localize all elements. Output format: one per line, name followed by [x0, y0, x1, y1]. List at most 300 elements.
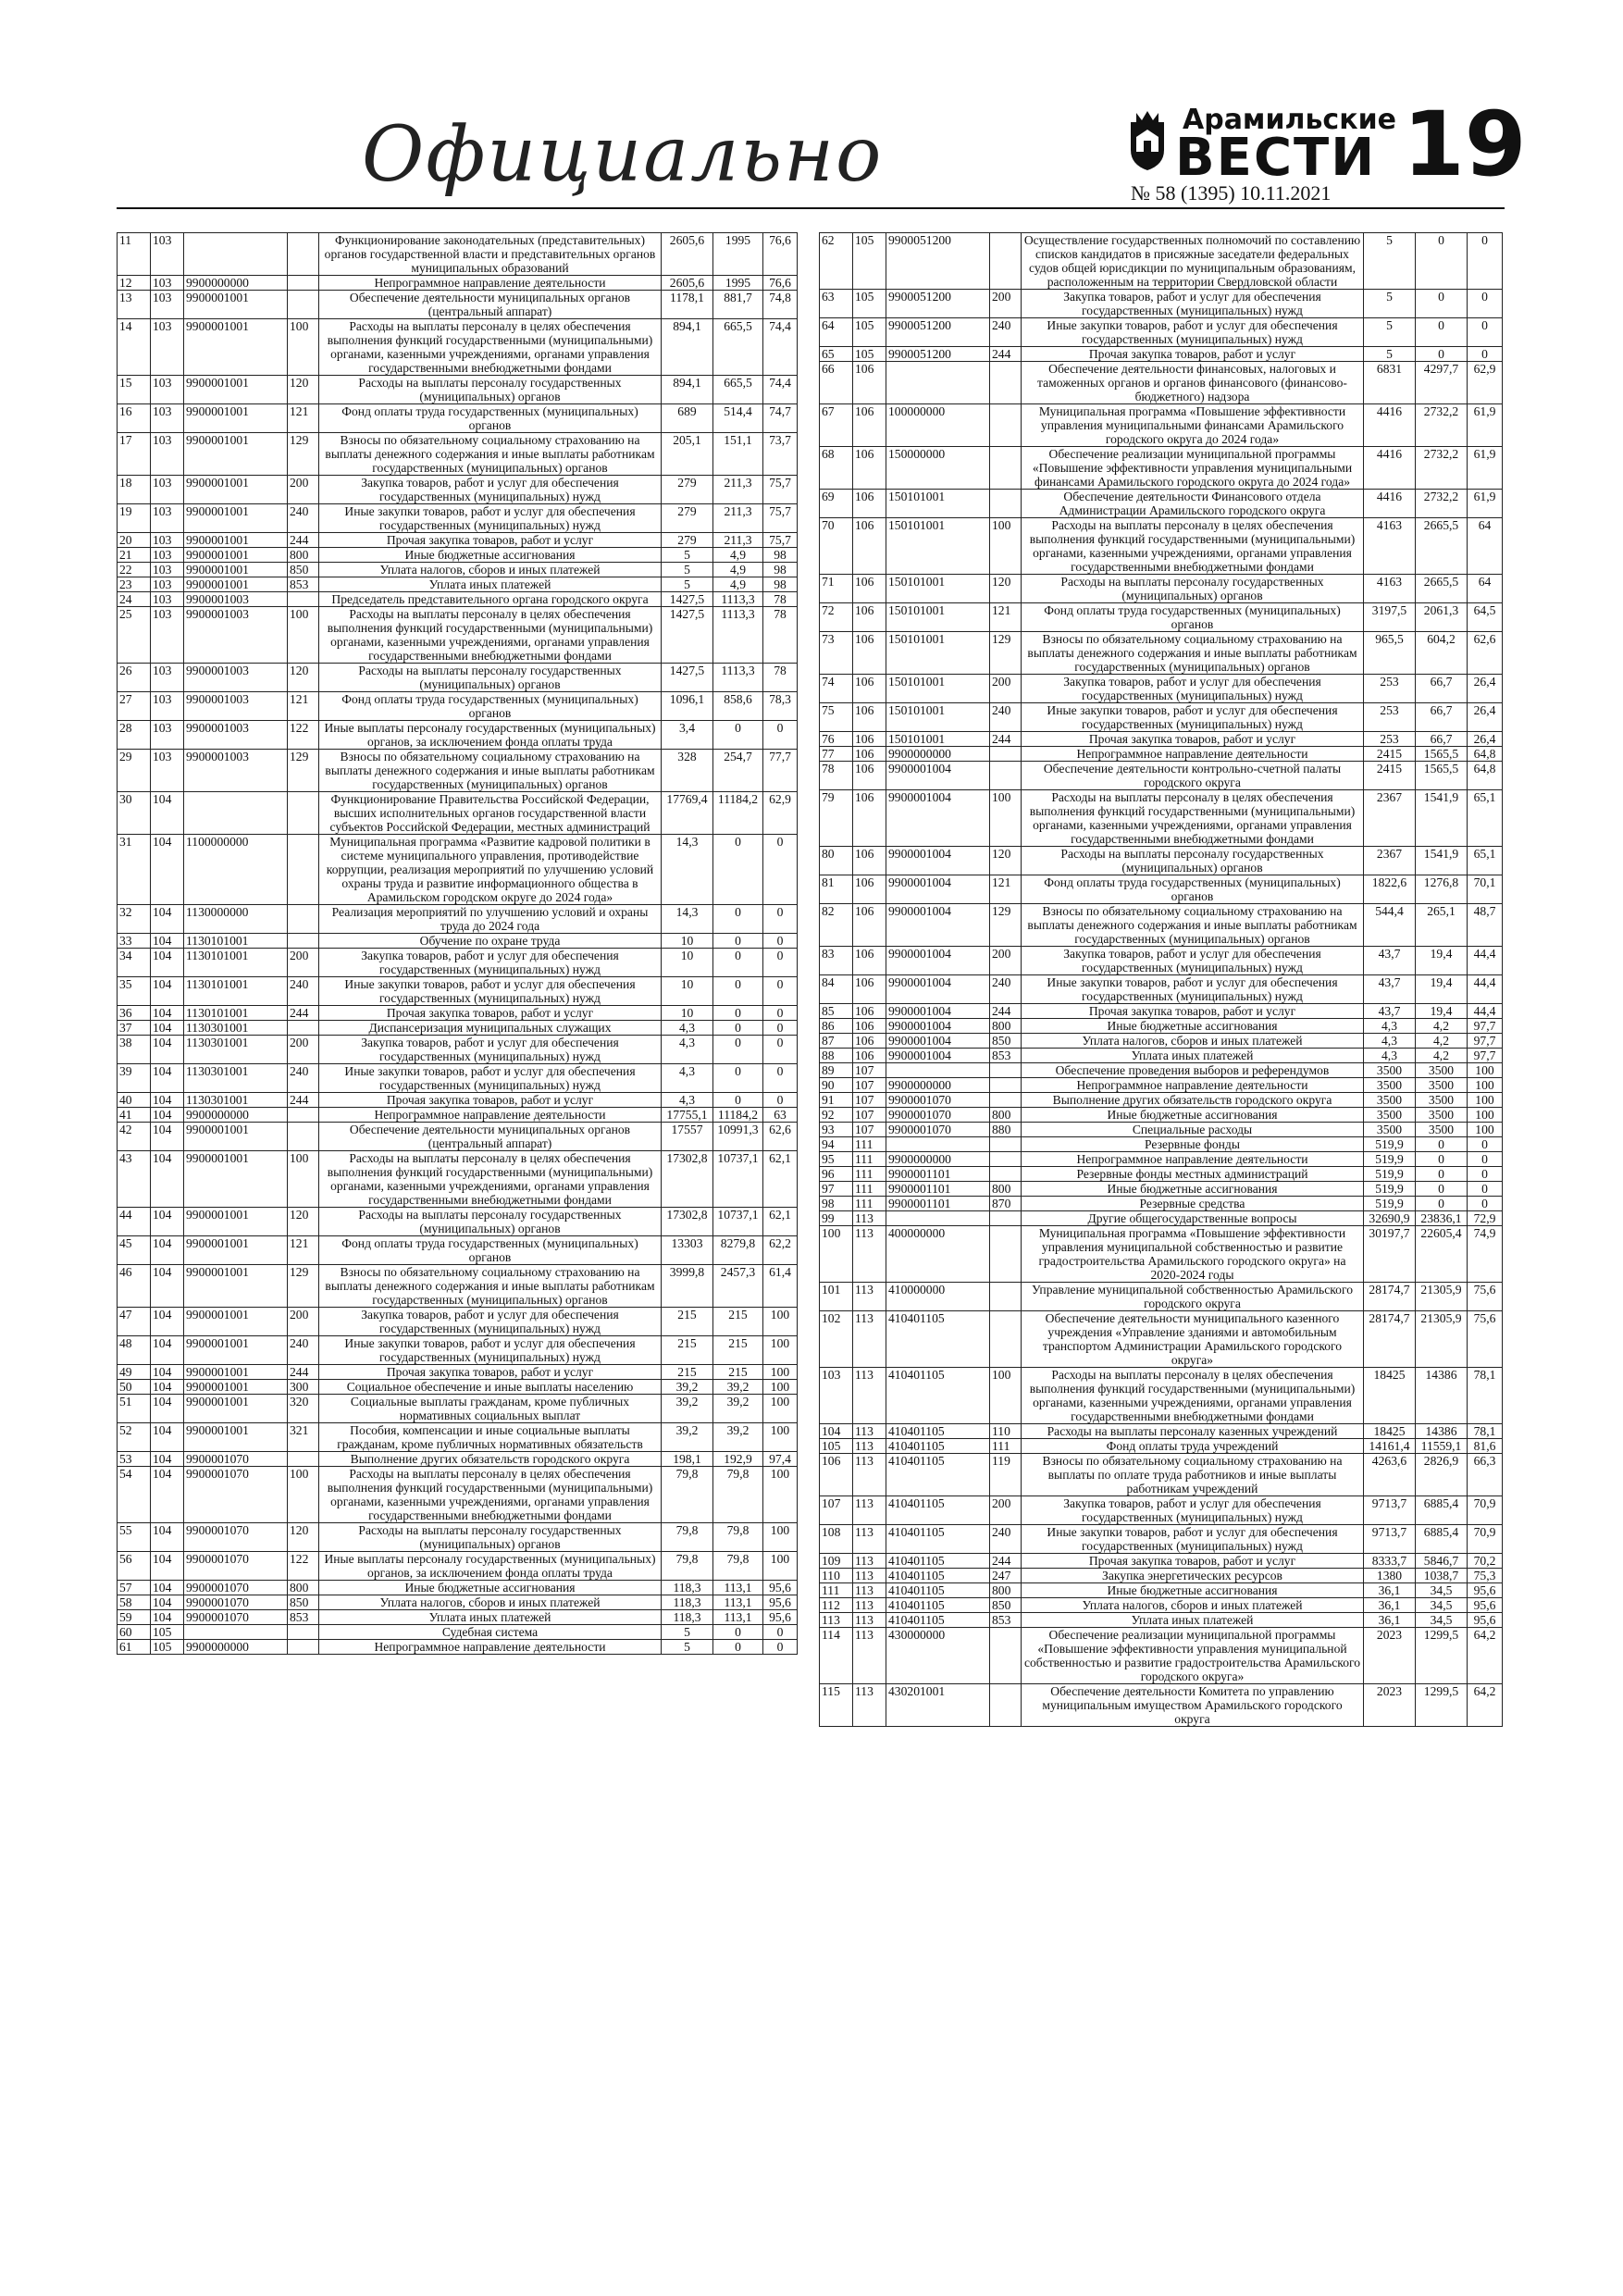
execution-percent: 76,6	[763, 233, 798, 276]
execution-percent: 0	[763, 1036, 798, 1064]
expense-type-code: 880	[990, 1123, 1022, 1137]
section-code: 104	[151, 934, 184, 949]
item-name: Закупка товаров, работ и услуг для обеспечения государственных (муниципальных) нужд	[1022, 675, 1364, 703]
target-code	[886, 1063, 990, 1078]
row-number: 49	[118, 1365, 151, 1380]
planned-amount: 519,9	[1364, 1152, 1416, 1167]
row-number: 111	[820, 1583, 853, 1598]
item-name: Расходы на выплаты персоналу в целях обеспечения выполнения функций государственными (муниципальными) органами, казенными учреждениями, органами управления государственными внебюджетными фондами	[319, 319, 662, 376]
table-row	[820, 362, 1503, 404]
executed-amount: 1276,8	[1416, 875, 1468, 904]
row-number: 100	[820, 1226, 853, 1283]
planned-amount: 2605,6	[662, 233, 713, 276]
table-row	[118, 792, 798, 835]
item-name: Другие общегосударственные вопросы	[1022, 1211, 1364, 1226]
table-row	[820, 1197, 1503, 1211]
expense-type-code: 870	[990, 1197, 1022, 1211]
table-row	[118, 1021, 798, 1036]
row-number: 72	[820, 603, 853, 632]
section-code: 107	[853, 1078, 886, 1093]
execution-percent: 26,4	[1468, 675, 1503, 703]
logo-top-word: Арамильские	[1183, 104, 1396, 136]
row-number: 86	[820, 1019, 853, 1034]
planned-amount: 519,9	[1364, 1182, 1416, 1197]
execution-percent: 63	[763, 1108, 798, 1123]
planned-amount: 4,3	[662, 1021, 713, 1036]
row-number: 14	[118, 319, 151, 376]
target-code: 9900001101	[886, 1167, 990, 1182]
expense-type-code	[288, 1625, 319, 1640]
planned-amount: 17755,1	[662, 1108, 713, 1123]
planned-amount: 215	[662, 1308, 713, 1336]
target-code: 9900001001	[184, 504, 288, 533]
executed-amount: 19,4	[1416, 947, 1468, 975]
executed-amount: 858,6	[713, 692, 763, 721]
left-column	[117, 232, 797, 1655]
planned-amount: 118,3	[662, 1581, 713, 1595]
expense-type-code: 200	[990, 1496, 1022, 1525]
executed-amount: 3500	[1416, 1078, 1468, 1093]
execution-percent: 0	[1468, 318, 1503, 347]
row-number: 26	[118, 664, 151, 692]
execution-percent: 62,1	[763, 1208, 798, 1236]
row-number: 50	[118, 1380, 151, 1395]
executed-amount: 11184,2	[713, 1108, 763, 1123]
expense-type-code: 800	[288, 1581, 319, 1595]
execution-percent: 62,1	[763, 1151, 798, 1208]
section-code: 113	[853, 1496, 886, 1525]
budget-table-left	[117, 232, 798, 1655]
execution-percent: 66,3	[1468, 1454, 1503, 1496]
expense-type-code: 121	[990, 603, 1022, 632]
table-row	[118, 504, 798, 533]
planned-amount: 3500	[1364, 1108, 1416, 1123]
row-number: 81	[820, 875, 853, 904]
executed-amount: 0	[1416, 318, 1468, 347]
section-code: 104	[151, 1006, 184, 1021]
executed-amount: 79,8	[713, 1523, 763, 1552]
item-name: Взносы по обязательному социальному страхованию на выплаты денежного содержания и иные выплаты работникам государственных (муниципальных) органов	[319, 1265, 662, 1308]
executed-amount: 211,3	[713, 533, 763, 548]
expense-type-code: 129	[990, 632, 1022, 675]
table-row	[118, 404, 798, 433]
target-code: 9900001070	[184, 1523, 288, 1552]
row-number: 63	[820, 290, 853, 318]
item-name: Социальные выплаты гражданам, кроме публичных нормативных социальных выплат	[319, 1395, 662, 1423]
target-code: 9900001001	[184, 1423, 288, 1452]
execution-percent: 81,6	[1468, 1439, 1503, 1454]
table-row	[820, 703, 1503, 732]
section-code: 107	[853, 1063, 886, 1078]
execution-percent: 74,4	[763, 319, 798, 376]
execution-percent: 64,2	[1468, 1628, 1503, 1684]
item-name: Обеспечение деятельности Финансового отдела Администрации Арамильского городского округа	[1022, 490, 1364, 518]
item-name: Расходы на выплаты персоналу государственных (муниципальных) органов	[319, 1523, 662, 1552]
planned-amount: 4,3	[1364, 1019, 1416, 1034]
executed-amount: 665,5	[713, 319, 763, 376]
target-code: 9900000000	[886, 1078, 990, 1093]
execution-percent: 0	[763, 1625, 798, 1640]
section-code: 104	[151, 792, 184, 835]
item-name: Непрограммное направление деятельности	[1022, 747, 1364, 762]
target-code	[886, 1137, 990, 1152]
executed-amount: 4,9	[713, 548, 763, 563]
execution-percent: 100	[1468, 1123, 1503, 1137]
execution-percent: 95,6	[763, 1581, 798, 1595]
item-name: Расходы на выплаты персоналу государственных (муниципальных) органов	[319, 376, 662, 404]
row-number: 21	[118, 548, 151, 563]
row-number: 35	[118, 977, 151, 1006]
expense-type-code: 853	[288, 577, 319, 592]
expense-type-code: 200	[288, 1308, 319, 1336]
table-row	[118, 949, 798, 977]
executed-amount: 1565,5	[1416, 762, 1468, 790]
expense-type-code: 240	[990, 703, 1022, 732]
execution-percent: 62,2	[763, 1236, 798, 1265]
section-code: 106	[853, 747, 886, 762]
item-name: Иные бюджетные ассигнования	[1022, 1108, 1364, 1123]
table-row	[118, 563, 798, 577]
row-number: 24	[118, 592, 151, 607]
item-name: Пособия, компенсации и иные социальные выплаты гражданам, кроме публичных нормативных обязательств	[319, 1423, 662, 1452]
planned-amount: 17302,8	[662, 1151, 713, 1208]
item-name: Взносы по обязательному социальному страхованию на выплаты по оплате труда работников и иные выплаты работникам учреждений	[1022, 1454, 1364, 1496]
item-name: Прочая закупка товаров, работ и услуг	[319, 1093, 662, 1108]
execution-percent: 100	[763, 1365, 798, 1380]
target-code: 100000000	[886, 404, 990, 447]
executed-amount: 1113,3	[713, 664, 763, 692]
row-number: 16	[118, 404, 151, 433]
table-row	[820, 1311, 1503, 1368]
section-code: 113	[853, 1554, 886, 1569]
row-number: 13	[118, 291, 151, 319]
execution-percent: 95,6	[1468, 1613, 1503, 1628]
table-row	[820, 1226, 1503, 1283]
executed-amount: 4,9	[713, 577, 763, 592]
table-row	[118, 1336, 798, 1365]
table-row	[820, 947, 1503, 975]
table-row	[820, 1182, 1503, 1197]
planned-amount: 5	[662, 577, 713, 592]
section-code: 104	[151, 1108, 184, 1123]
expense-type-code: 200	[288, 476, 319, 504]
execution-percent: 0	[1468, 1137, 1503, 1152]
section-code: 104	[151, 977, 184, 1006]
target-code: 1130000000	[184, 905, 288, 934]
execution-percent: 70,9	[1468, 1496, 1503, 1525]
planned-amount: 79,8	[662, 1552, 713, 1581]
planned-amount: 198,1	[662, 1452, 713, 1467]
execution-percent: 62,6	[1468, 632, 1503, 675]
section-code: 105	[853, 347, 886, 362]
execution-percent: 0	[763, 934, 798, 949]
item-name: Обеспечение реализации муниципальной программы «Повышение эффективности управления муниципальными финансами Арамильского городского округа до 2024 года»	[1022, 447, 1364, 490]
section-code: 103	[151, 548, 184, 563]
section-code: 103	[151, 291, 184, 319]
table-row	[118, 291, 798, 319]
row-number: 65	[820, 347, 853, 362]
target-code: 9900001004	[886, 875, 990, 904]
executed-amount: 211,3	[713, 504, 763, 533]
row-number: 20	[118, 533, 151, 548]
target-code: 410401105	[886, 1311, 990, 1368]
planned-amount: 894,1	[662, 376, 713, 404]
row-number: 15	[118, 376, 151, 404]
table-row	[820, 1454, 1503, 1496]
row-number: 54	[118, 1467, 151, 1523]
expense-type-code: 110	[990, 1424, 1022, 1439]
expense-type-code: 240	[990, 975, 1022, 1004]
section-code: 103	[151, 504, 184, 533]
target-code	[886, 362, 990, 404]
section-code: 106	[853, 1004, 886, 1019]
item-name: Иные закупки товаров, работ и услуг для обеспечения государственных (муниципальных) нужд	[1022, 318, 1364, 347]
expense-type-code	[288, 1021, 319, 1036]
item-name: Резервные фонды	[1022, 1137, 1364, 1152]
item-name: Взносы по обязательному социальному страхованию на выплаты денежного содержания и иные выплаты работникам государственных (муниципальных) органов	[319, 433, 662, 476]
item-name: Муниципальная программа «Повышение эффективности управления муниципальными финансами Арамильского городского округа до 2024 года»	[1022, 404, 1364, 447]
item-name: Иные бюджетные ассигнования	[1022, 1182, 1364, 1197]
item-name: Выполнение других обязательств городского округа	[319, 1452, 662, 1467]
section-code: 106	[853, 1049, 886, 1063]
expense-type-code: 120	[990, 847, 1022, 875]
row-number: 36	[118, 1006, 151, 1021]
executed-amount: 79,8	[713, 1552, 763, 1581]
planned-amount: 10	[662, 977, 713, 1006]
execution-percent: 78,1	[1468, 1424, 1503, 1439]
table-row	[118, 721, 798, 750]
item-name: Иные закупки товаров, работ и услуг для обеспечения государственных (муниципальных) нужд	[1022, 703, 1364, 732]
item-name: Уплата налогов, сборов и иных платежей	[319, 563, 662, 577]
table-row	[118, 1123, 798, 1151]
table-row	[118, 1467, 798, 1523]
item-name: Иные закупки товаров, работ и услуг для обеспечения государственных (муниципальных) нужд	[319, 1064, 662, 1093]
row-number: 39	[118, 1064, 151, 1093]
target-code: 9900001001	[184, 291, 288, 319]
item-name: Прочая закупка товаров, работ и услуг	[319, 1365, 662, 1380]
planned-amount: 10	[662, 934, 713, 949]
execution-percent: 74,7	[763, 404, 798, 433]
expense-type-code: 244	[288, 533, 319, 548]
row-number: 89	[820, 1063, 853, 1078]
table-row	[118, 1365, 798, 1380]
item-name: Иные закупки товаров, работ и услуг для обеспечения государственных (муниципальных) нужд	[1022, 1525, 1364, 1554]
target-code: 9900051200	[886, 347, 990, 362]
execution-percent: 61,9	[1468, 490, 1503, 518]
expense-type-code: 100	[990, 790, 1022, 847]
item-name: Фонд оплаты труда государственных (муниципальных) органов	[1022, 875, 1364, 904]
section-code: 103	[151, 750, 184, 792]
expense-type-code: 100	[288, 1151, 319, 1208]
section-code: 106	[853, 904, 886, 947]
table-row	[118, 1640, 798, 1655]
section-code: 113	[853, 1311, 886, 1368]
target-code	[184, 792, 288, 835]
executed-amount: 1541,9	[1416, 790, 1468, 847]
row-number: 96	[820, 1167, 853, 1182]
table-row	[820, 1613, 1503, 1628]
execution-percent: 61,4	[763, 1265, 798, 1308]
row-number: 88	[820, 1049, 853, 1063]
planned-amount: 4163	[1364, 518, 1416, 575]
execution-percent: 0	[1468, 233, 1503, 290]
page-number: 19	[1403, 93, 1527, 196]
execution-percent: 75,7	[763, 533, 798, 548]
target-code: 1130101001	[184, 1006, 288, 1021]
expense-type-code	[990, 362, 1022, 404]
section-code: 104	[151, 1093, 184, 1108]
planned-amount: 18425	[1364, 1368, 1416, 1424]
execution-percent: 75,3	[1468, 1569, 1503, 1583]
target-code	[184, 1625, 288, 1640]
target-code: 9900051200	[886, 233, 990, 290]
target-code: 9900001001	[184, 577, 288, 592]
section-code: 106	[853, 847, 886, 875]
item-name: Непрограммное направление деятельности	[319, 276, 662, 291]
row-number: 97	[820, 1182, 853, 1197]
target-code: 9900001001	[184, 404, 288, 433]
expense-type-code: 850	[288, 1595, 319, 1610]
target-code: 9900001070	[184, 1552, 288, 1581]
table-row	[118, 1523, 798, 1552]
item-name: Прочая закупка товаров, работ и услуг	[319, 533, 662, 548]
table-row	[820, 603, 1503, 632]
target-code: 9900000000	[184, 276, 288, 291]
target-code: 9900001003	[184, 592, 288, 607]
target-code: 9900001001	[184, 533, 288, 548]
item-name: Прочая закупка товаров, работ и услуг	[1022, 1554, 1364, 1569]
executed-amount: 34,5	[1416, 1598, 1468, 1613]
row-number: 55	[118, 1523, 151, 1552]
target-code: 9900001001	[184, 1380, 288, 1395]
planned-amount: 205,1	[662, 433, 713, 476]
planned-amount: 328	[662, 750, 713, 792]
planned-amount: 118,3	[662, 1595, 713, 1610]
planned-amount: 1380	[1364, 1569, 1416, 1583]
section-code: 113	[853, 1628, 886, 1684]
executed-amount: 3500	[1416, 1108, 1468, 1123]
table-row	[118, 476, 798, 504]
expense-type-code	[990, 1063, 1022, 1078]
expense-type-code: 850	[990, 1598, 1022, 1613]
executed-amount: 11559,1	[1416, 1439, 1468, 1454]
planned-amount: 253	[1364, 675, 1416, 703]
row-number: 91	[820, 1093, 853, 1108]
item-name: Функционирование законодательных (представительных) органов государственной власти и представительных органов муниципальных образований	[319, 233, 662, 276]
target-code: 9900001004	[886, 1019, 990, 1034]
table-row	[820, 1137, 1503, 1152]
table-row	[820, 732, 1503, 747]
expense-type-code	[990, 1093, 1022, 1108]
planned-amount: 2605,6	[662, 276, 713, 291]
table-row	[820, 575, 1503, 603]
item-name: Расходы на выплаты персоналу государственных (муниципальных) органов	[319, 664, 662, 692]
item-name: Иные закупки товаров, работ и услуг для обеспечения государственных (муниципальных) нужд	[319, 1336, 662, 1365]
target-code: 9900001070	[184, 1595, 288, 1610]
execution-percent: 44,4	[1468, 1004, 1503, 1019]
row-number: 19	[118, 504, 151, 533]
row-number: 75	[820, 703, 853, 732]
expense-type-code: 122	[288, 1552, 319, 1581]
table-row	[118, 607, 798, 664]
table-row	[118, 1423, 798, 1452]
table-row	[820, 1496, 1503, 1525]
section-code: 103	[151, 664, 184, 692]
section-code: 106	[853, 1019, 886, 1034]
expense-type-code	[288, 905, 319, 934]
section-code: 106	[853, 632, 886, 675]
executed-amount: 34,5	[1416, 1613, 1468, 1628]
page-header	[117, 93, 1527, 205]
section-code: 103	[151, 577, 184, 592]
target-code: 9900001004	[886, 1004, 990, 1019]
expense-type-code: 200	[288, 949, 319, 977]
row-number: 61	[118, 1640, 151, 1655]
table-row	[118, 905, 798, 934]
table-row	[820, 1108, 1503, 1123]
item-name: Обеспечение реализации муниципальной программы «Повышение эффективности управления муниципальной собственностью и развитие градостроительства Арамильского городского округа»	[1022, 1628, 1364, 1684]
row-number: 48	[118, 1336, 151, 1365]
row-number: 51	[118, 1395, 151, 1423]
expense-type-code: 244	[990, 347, 1022, 362]
table-row	[118, 934, 798, 949]
section-code: 104	[151, 905, 184, 934]
execution-percent: 100	[763, 1308, 798, 1336]
executed-amount: 0	[1416, 1137, 1468, 1152]
section-code: 103	[151, 533, 184, 548]
executed-amount: 215	[713, 1308, 763, 1336]
row-number: 93	[820, 1123, 853, 1137]
row-number: 113	[820, 1613, 853, 1628]
row-number: 74	[820, 675, 853, 703]
execution-percent: 100	[1468, 1108, 1503, 1123]
expense-type-code	[990, 233, 1022, 290]
section-code: 113	[853, 1583, 886, 1598]
executed-amount: 0	[713, 934, 763, 949]
target-code: 9900001001	[184, 1236, 288, 1265]
row-number: 109	[820, 1554, 853, 1569]
expense-type-code: 244	[288, 1093, 319, 1108]
planned-amount: 10	[662, 1006, 713, 1021]
target-code: 9900001003	[184, 750, 288, 792]
executed-amount: 6885,4	[1416, 1496, 1468, 1525]
executed-amount: 14386	[1416, 1424, 1468, 1439]
executed-amount: 21305,9	[1416, 1283, 1468, 1311]
section-code: 105	[853, 318, 886, 347]
execution-percent: 0	[763, 949, 798, 977]
expense-type-code: 200	[288, 1036, 319, 1064]
planned-amount: 17302,8	[662, 1208, 713, 1236]
planned-amount: 14161,4	[1364, 1439, 1416, 1454]
target-code: 150101001	[886, 675, 990, 703]
row-number: 31	[118, 835, 151, 905]
expense-type-code	[990, 1311, 1022, 1368]
executed-amount: 1565,5	[1416, 747, 1468, 762]
row-number: 56	[118, 1552, 151, 1581]
item-name: Муниципальная программа «Развитие кадровой политики в системе муниципального управления, противодействие коррупции, реализация мероприятий по улучшению условий охраны труда и развитие информационного общества в Арамильском городском округе до 2024 года»	[319, 835, 662, 905]
execution-percent: 78	[763, 607, 798, 664]
planned-amount: 5	[662, 548, 713, 563]
planned-amount: 4,3	[662, 1064, 713, 1093]
expense-type-code	[990, 404, 1022, 447]
item-name: Иные бюджетные ассигнования	[319, 1581, 662, 1595]
expense-type-code: 111	[990, 1439, 1022, 1454]
target-code: 9900001004	[886, 847, 990, 875]
section-code: 106	[853, 447, 886, 490]
item-name: Закупка товаров, работ и услуг для обеспечения государственных (муниципальных) нужд	[319, 1036, 662, 1064]
expense-type-code: 100	[288, 319, 319, 376]
execution-percent: 72,9	[1468, 1211, 1503, 1226]
